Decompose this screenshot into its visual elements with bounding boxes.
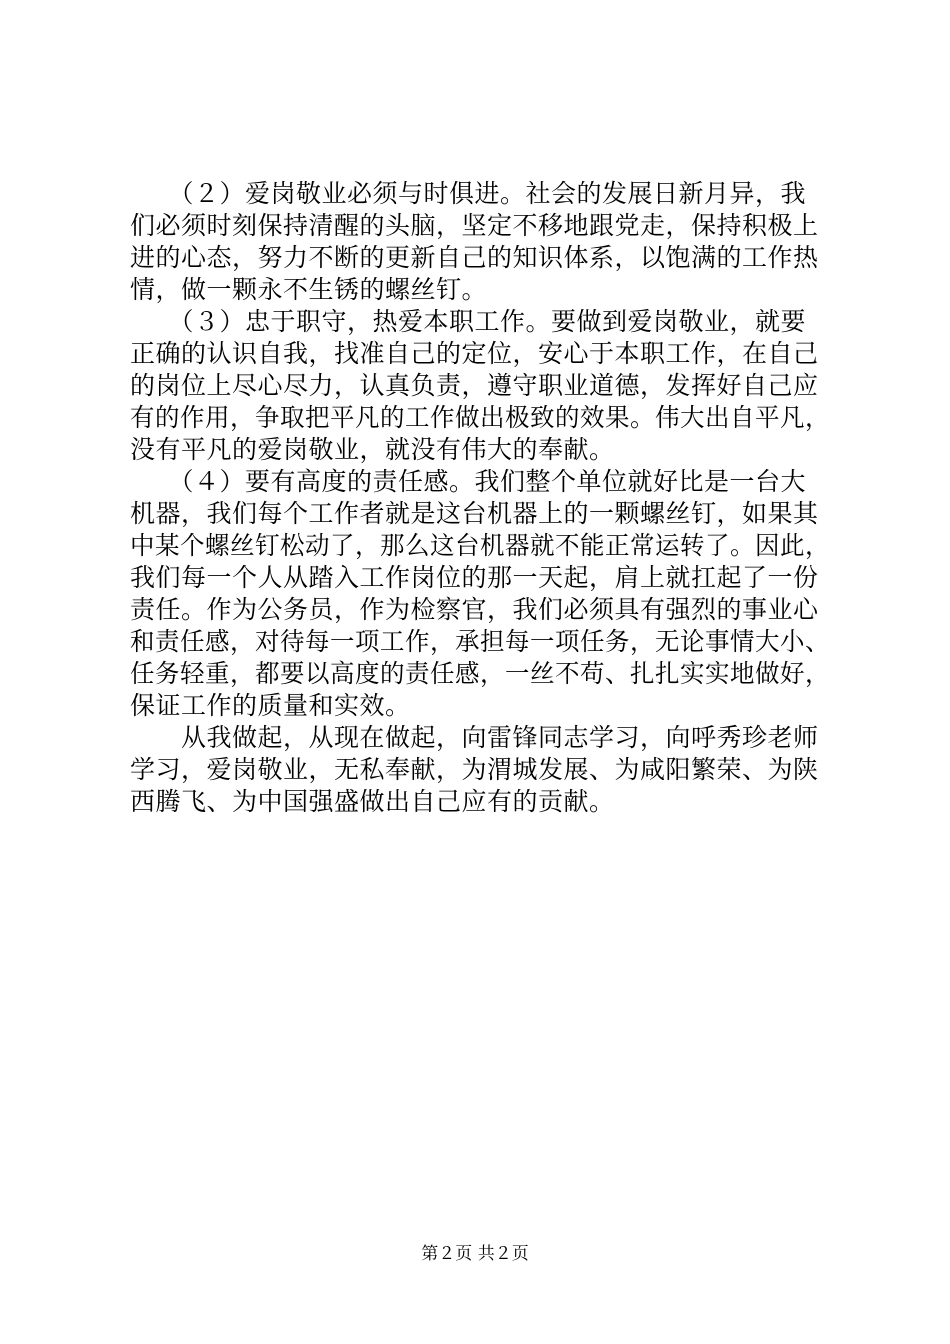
text-line: 任务轻重，都要以高度的责任感，一丝不苟、扎扎实实地做好， (130, 659, 831, 688)
text-line: 保证工作的质量和实效。 (130, 691, 411, 720)
text-line: 们必须时刻保持清醒的头脑，坚定不移地跟党走，保持积极上 (130, 211, 819, 240)
text-line: （３）忠于职守，热爱本职工作。要做到爱岗敬业，就要 (130, 307, 807, 336)
text-line: 从我做起，从现在做起，向雷锋同志学习，向呼秀珍老师 (130, 723, 819, 752)
text-line: 进的心态，努力不断的更新自己的知识体系，以饱满的工作热 (130, 243, 819, 272)
text-line: 学习，爱岗敬业，无私奉献，为渭城发展、为咸阳繁荣、为陕 (130, 755, 819, 784)
text-line: 有的作用，争取把平凡的工作做出极致的效果。伟大出自平凡， (130, 403, 831, 432)
text-line: 正确的认识自我，找准自己的定位，安心于本职工作，在自己 (130, 339, 819, 368)
text-line: 机器，我们每个工作者就是这台机器上的一颗螺丝钉，如果其 (130, 499, 819, 528)
text-line: 中某个螺丝钉松动了，那么这台机器就不能正常运转了。因此， (130, 531, 831, 560)
page-number-footer: 第２页 共２页 (421, 1244, 529, 1264)
text-line: 西腾飞、为中国强盛做出自己应有的贡献。 (130, 787, 615, 816)
text-line: 责任。作为公务员，作为检察官，我们必须具有强烈的事业心 (130, 595, 819, 624)
text-line: 的岗位上尽心尽力，认真负责，遵守职业道德，发挥好自己应 (130, 371, 819, 400)
text-line: 没有平凡的爱岗敬业，就没有伟大的奉献。 (130, 435, 615, 464)
text-line: （２）爱岗敬业必须与时俱进。社会的发展日新月异，我 (130, 179, 807, 208)
text-line: 我们每一个人从踏入工作岗位的那一天起，肩上就扛起了一份 (130, 563, 819, 592)
text-line: 情，做一颗永不生锈的螺丝钉。 (130, 275, 488, 304)
text-line: 和责任感，对待每一项工作，承担每一项任务，无论事情大小、 (130, 627, 831, 656)
text-line: （４）要有高度的责任感。我们整个单位就好比是一台大 (130, 467, 807, 496)
